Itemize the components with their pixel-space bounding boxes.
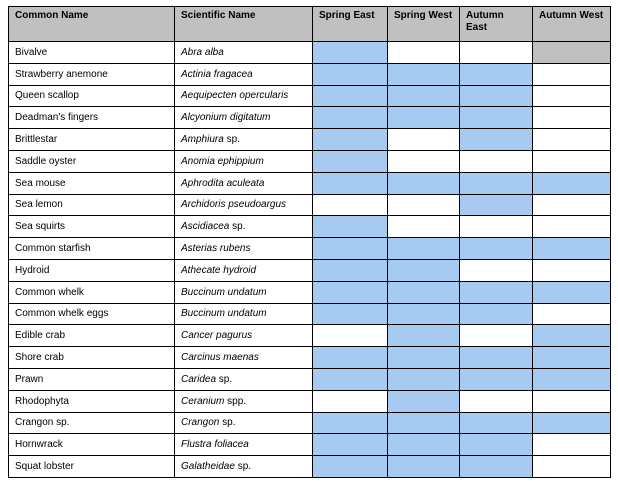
presence-cell-spring-east [313, 63, 388, 85]
table-row [9, 150, 611, 172]
presence-cell-spring-east [313, 150, 388, 172]
table-row [9, 42, 611, 64]
scientific-name-text: Caridea [181, 373, 217, 385]
table-row [9, 434, 611, 456]
scientific-name-suffix: sp. [223, 134, 240, 146]
presence-cell-autumn-east [460, 325, 533, 347]
presence-cell-autumn-west [533, 412, 611, 434]
presence-cell-autumn-east [460, 434, 533, 456]
table-row [9, 216, 611, 238]
presence-cell-autumn-west [533, 238, 611, 260]
presence-cell-spring-east [313, 390, 388, 412]
table-row [9, 238, 611, 260]
presence-cell-autumn-east [460, 412, 533, 434]
scientific-name-text: Flustra foliacea [181, 439, 249, 451]
presence-cell-autumn-east [460, 216, 533, 238]
table-row [9, 303, 611, 325]
presence-cell-spring-east [313, 456, 388, 478]
header-autumn-east: Autumn East [460, 7, 533, 42]
scientific-name-text: Athecate hydroid [181, 264, 257, 276]
presence-cell-autumn-east [460, 259, 533, 281]
presence-cell-spring-east [313, 347, 388, 369]
presence-cell-spring-west [388, 150, 460, 172]
scientific-name-cell [175, 150, 313, 172]
common-name-cell: Bivalve [9, 42, 175, 64]
presence-cell-autumn-east [460, 85, 533, 107]
scientific-name-text: Actinia fragacea [181, 68, 253, 80]
presence-cell-spring-west [388, 412, 460, 434]
common-name-cell: Squat lobster [9, 456, 175, 478]
presence-cell-autumn-west [533, 42, 611, 64]
scientific-name-cell [175, 259, 313, 281]
presence-cell-spring-west [388, 325, 460, 347]
common-name-cell: Brittlestar [9, 129, 175, 151]
scientific-name-suffix: spp. [224, 395, 247, 407]
scientific-name-cell [175, 434, 313, 456]
common-name-cell: Rhodophyta [9, 390, 175, 412]
common-name-cell: Prawn [9, 368, 175, 390]
presence-cell-spring-west [388, 85, 460, 107]
presence-cell-spring-west [388, 303, 460, 325]
header-common-name: Common Name [9, 7, 175, 42]
presence-cell-autumn-west [533, 347, 611, 369]
table-row [9, 85, 611, 107]
scientific-name-text: Crangon [181, 417, 220, 429]
scientific-name-text: Ceranium [181, 395, 225, 407]
table-row [9, 63, 611, 85]
presence-cell-autumn-west [533, 325, 611, 347]
presence-cell-spring-east [313, 85, 388, 107]
scientific-name-cell [175, 194, 313, 216]
presence-cell-autumn-west [533, 281, 611, 303]
presence-cell-spring-east [313, 259, 388, 281]
presence-cell-autumn-east [460, 281, 533, 303]
presence-cell-spring-east [313, 172, 388, 194]
table-row [9, 347, 611, 369]
presence-cell-autumn-west [533, 194, 611, 216]
common-name-cell: Sea mouse [9, 172, 175, 194]
scientific-name-text: Amphiura [181, 134, 224, 146]
scientific-name-cell [175, 325, 313, 347]
presence-cell-spring-west [388, 107, 460, 129]
presence-cell-autumn-east [460, 238, 533, 260]
presence-cell-autumn-west [533, 129, 611, 151]
scientific-name-text: Galatheidae [181, 461, 235, 473]
scientific-name-text: Abra alba [181, 46, 224, 58]
scientific-name-text: Carcinus maenas [181, 352, 259, 364]
scientific-name-text: Asterias rubens [181, 243, 251, 255]
presence-cell-spring-west [388, 129, 460, 151]
presence-cell-spring-east [313, 434, 388, 456]
presence-cell-autumn-west [533, 63, 611, 85]
presence-cell-spring-west [388, 281, 460, 303]
scientific-name-suffix: sp. [234, 461, 252, 473]
common-name-cell: Strawberry anemone [9, 63, 175, 85]
presence-cell-spring-west [388, 42, 460, 64]
presence-cell-spring-west [388, 259, 460, 281]
scientific-name-suffix: sp. [229, 221, 246, 233]
table-row [9, 412, 611, 434]
presence-cell-autumn-east [460, 172, 533, 194]
presence-cell-autumn-west [533, 303, 611, 325]
presence-cell-autumn-east [460, 107, 533, 129]
scientific-name-text: Aphrodita aculeata [181, 177, 265, 189]
presence-cell-autumn-west [533, 259, 611, 281]
presence-cell-autumn-west [533, 368, 611, 390]
presence-cell-spring-west [388, 434, 460, 456]
table-header [9, 7, 611, 42]
presence-cell-spring-west [388, 172, 460, 194]
common-name-cell: Crangon sp. [9, 412, 175, 434]
common-name-cell: Shore crab [9, 347, 175, 369]
common-name-cell: Hornwrack [9, 434, 175, 456]
common-name-cell: Sea lemon [9, 194, 175, 216]
scientific-name-text: Archidoris pseudoargus [181, 199, 287, 211]
scientific-name-cell [175, 129, 313, 151]
presence-cell-autumn-east [460, 303, 533, 325]
table-body [9, 42, 611, 478]
presence-cell-autumn-west [533, 172, 611, 194]
presence-cell-spring-east [313, 368, 388, 390]
presence-cell-autumn-east [460, 456, 533, 478]
header-spring-west: Spring West [388, 7, 460, 42]
scientific-name-text: Aequipecten opercularis [181, 90, 289, 102]
scientific-name-suffix: sp. [219, 417, 236, 429]
common-name-cell: Common whelk eggs [9, 303, 175, 325]
common-name-cell: Saddle oyster [9, 150, 175, 172]
scientific-name-cell [175, 107, 313, 129]
header-scientific-name: Scientific Name [175, 7, 313, 42]
presence-cell-autumn-east [460, 368, 533, 390]
scientific-name-cell [175, 456, 313, 478]
presence-cell-spring-west [388, 390, 460, 412]
presence-cell-spring-east [313, 216, 388, 238]
common-name-cell: Hydroid [9, 259, 175, 281]
presence-cell-autumn-west [533, 107, 611, 129]
scientific-name-cell [175, 390, 313, 412]
header-autumn-west: Autumn West [533, 7, 611, 42]
presence-cell-autumn-east [460, 194, 533, 216]
presence-cell-autumn-west [533, 434, 611, 456]
scientific-name-cell [175, 85, 313, 107]
presence-cell-autumn-east [460, 150, 533, 172]
presence-cell-autumn-east [460, 129, 533, 151]
presence-cell-spring-west [388, 368, 460, 390]
common-name-cell: Deadman's fingers [9, 107, 175, 129]
presence-cell-spring-west [388, 216, 460, 238]
table-row [9, 194, 611, 216]
scientific-name-text: Buccinum undatum [181, 286, 267, 298]
scientific-name-cell [175, 172, 313, 194]
presence-cell-spring-east [313, 194, 388, 216]
table-row [9, 368, 611, 390]
common-name-cell: Queen scallop [9, 85, 175, 107]
scientific-name-cell [175, 347, 313, 369]
presence-cell-spring-west [388, 194, 460, 216]
presence-cell-spring-east [313, 107, 388, 129]
presence-cell-spring-west [388, 63, 460, 85]
header-row [9, 7, 611, 42]
scientific-name-cell [175, 412, 313, 434]
scientific-name-text: Ascidiacea [181, 221, 230, 233]
presence-cell-autumn-east [460, 63, 533, 85]
presence-cell-autumn-east [460, 390, 533, 412]
presence-cell-autumn-west [533, 150, 611, 172]
presence-cell-spring-east [313, 42, 388, 64]
scientific-name-cell [175, 216, 313, 238]
scientific-name-text: Cancer pagurus [181, 330, 253, 342]
scientific-name-cell [175, 63, 313, 85]
common-name-cell: Edible crab [9, 325, 175, 347]
presence-cell-spring-east [313, 303, 388, 325]
presence-cell-autumn-west [533, 216, 611, 238]
presence-cell-autumn-west [533, 85, 611, 107]
table-row [9, 390, 611, 412]
scientific-name-text: Alcyonium digitatum [181, 112, 271, 124]
scientific-name-text: Anomia ephippium [181, 155, 264, 167]
presence-cell-spring-west [388, 238, 460, 260]
table-row [9, 107, 611, 129]
table-row [9, 325, 611, 347]
scientific-name-suffix: sp. [216, 373, 233, 385]
common-name-cell: Common starfish [9, 238, 175, 260]
scientific-name-cell [175, 368, 313, 390]
table-row [9, 129, 611, 151]
table-row [9, 281, 611, 303]
common-name-cell: Common whelk [9, 281, 175, 303]
presence-cell-spring-east [313, 412, 388, 434]
presence-cell-autumn-east [460, 42, 533, 64]
scientific-name-cell [175, 238, 313, 260]
presence-cell-spring-west [388, 347, 460, 369]
species-table [8, 6, 611, 478]
presence-cell-spring-east [313, 325, 388, 347]
scientific-name-text: Buccinum undatum [181, 308, 267, 320]
presence-cell-autumn-east [460, 347, 533, 369]
common-name-cell: Sea squirts [9, 216, 175, 238]
presence-cell-spring-east [313, 281, 388, 303]
presence-cell-spring-east [313, 129, 388, 151]
presence-cell-spring-west [388, 456, 460, 478]
table-row [9, 259, 611, 281]
scientific-name-cell [175, 303, 313, 325]
table-row [9, 172, 611, 194]
presence-cell-spring-east [313, 238, 388, 260]
presence-cell-autumn-west [533, 456, 611, 478]
header-spring-east: Spring East [313, 7, 388, 42]
table-row [9, 456, 611, 478]
scientific-name-cell [175, 281, 313, 303]
presence-cell-autumn-west [533, 390, 611, 412]
scientific-name-cell [175, 42, 313, 64]
